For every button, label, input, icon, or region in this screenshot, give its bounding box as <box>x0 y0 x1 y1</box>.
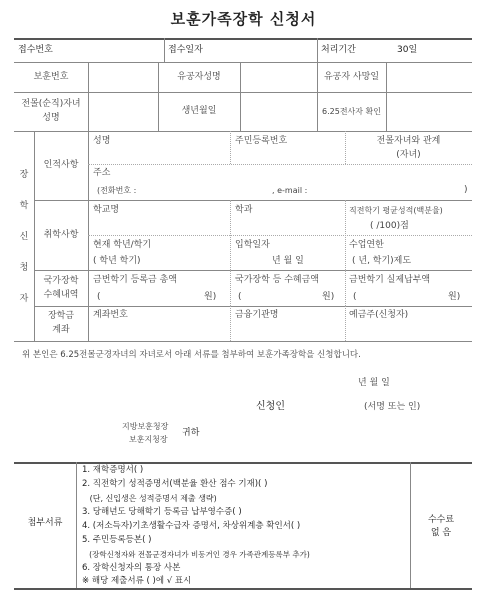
gpa-label: 직전학기 평균성적(백분율) <box>349 206 443 215</box>
rrn-label: 주민등록번호 <box>235 136 288 146</box>
account-label: 장학금 <box>47 311 75 321</box>
account-label-2: 계좌 <box>52 325 70 335</box>
declaration-text: 위 본인은 6.25전몰군경자녀의 자녀로서 아래 서류를 첨부하여 보훈가족장학을 신청합니다. <box>22 350 361 360</box>
admission-date-label: 입학일자 <box>235 240 270 250</box>
attachment-item: 5. 주민등록등본( ) <box>82 535 152 545</box>
name-label: 성명 <box>93 136 111 146</box>
bank-label: 금융기관명 <box>235 310 279 320</box>
attachment-item: 3. 당해년도 당해학기 등록금 납부영수증( ) <box>82 507 242 517</box>
study-years-label: 수업연한 <box>349 240 384 250</box>
signature-hint: (서명 또는 인) <box>364 402 421 412</box>
war-dead-confirm-label: 6.25전사자 확인 <box>322 107 381 116</box>
actual-paid-won: 원) <box>448 292 461 302</box>
national-scholarship-label-2: 수혜내역 <box>43 290 79 300</box>
address-label: 주소 <box>93 168 111 178</box>
school-label: 학교명 <box>93 205 120 215</box>
benefit-label: 국가장학 등 수혜금액 <box>235 275 319 285</box>
current-grade-label: 현재 학년/학기 <box>93 240 152 250</box>
receipt-date-label: 접수일자 <box>168 45 203 55</box>
study-years-value: ( 년, 학기)제도 <box>352 256 412 266</box>
recipient-regional: 지방보훈청장 <box>122 422 169 431</box>
account-holder-label: 예금주(신청자) <box>349 310 409 320</box>
address-close-paren: ) <box>464 185 468 195</box>
personal-info-label: 인적사항 <box>43 160 79 170</box>
form-title: 보훈가족장학 신청서 <box>170 10 317 28</box>
gpa-value: ( /100)점 <box>370 221 409 231</box>
tuition-won: 원) <box>204 292 217 302</box>
side-label-char: 자 <box>19 294 29 304</box>
benefit-open-paren: ( <box>238 292 242 302</box>
deceased-child-label-2: 성명 <box>42 113 60 123</box>
applicant-label: 신청인 <box>256 401 285 412</box>
tuition-total-label: 금번학기 등록금 총액 <box>93 275 177 285</box>
attachment-item: (단, 신입생은 성적증명서 제출 생략) <box>82 494 217 503</box>
attachment-item: (장학신청자와 전몰군경자녀가 비동거인 경우 가족관계등록부 추가) <box>82 550 310 559</box>
attachment-item: 6. 장학신청자의 통장 사본 <box>82 563 181 573</box>
national-scholarship-label: 국가장학 <box>43 276 79 286</box>
receipt-no-label: 접수번호 <box>18 45 53 55</box>
attachment-item: 1. 재학증명서( ) <box>82 465 144 475</box>
enrollment-label: 취학사항 <box>43 230 79 240</box>
attachment-item: 2. 직전학기 성적증명서(백분율 환산 점수 기재)( ) <box>82 479 268 489</box>
fee-value: 없 음 <box>430 528 452 538</box>
attachment-item: ※ 해당 제출서류 ( )에 √ 표시 <box>82 576 192 586</box>
side-label-char: 장 <box>19 170 29 180</box>
account-no-label: 계좌번호 <box>93 310 128 320</box>
email-label: , e-mail : <box>272 186 308 195</box>
admission-date-value: 년 월 일 <box>272 256 304 266</box>
deceased-child-label: 전몰(순직)자녀 <box>21 99 81 109</box>
processing-days: 30일 <box>397 45 418 55</box>
actual-paid-label: 금번학기 실제납부액 <box>349 275 431 285</box>
recipient-branch: 보훈지청장 <box>129 435 168 444</box>
phone-label: (전화번호 : <box>97 186 137 195</box>
attachments-label: 첨부서류 <box>27 518 63 528</box>
recipient-honorific: 귀하 <box>182 428 200 438</box>
processing-period-label: 처리기간 <box>321 45 356 55</box>
veteran-no-label: 보훈번호 <box>33 72 69 82</box>
tuition-open-paren: ( <box>97 292 101 302</box>
veteran-death-date-label: 유공자 사망일 <box>323 72 380 82</box>
fee-label: 수수료 <box>427 515 455 525</box>
department-label: 학과 <box>235 205 253 215</box>
current-grade-value: ( 학년 학기) <box>93 256 141 266</box>
actual-paid-open-paren: ( <box>353 292 357 302</box>
birth-date-label: 생년월일 <box>181 106 217 116</box>
attachment-item: 4. (저소득자)기초생활수급자 증명서, 차상위계층 확인서( ) <box>82 521 301 531</box>
relation-value: (자녀) <box>396 150 421 160</box>
benefit-won: 원) <box>322 292 335 302</box>
veteran-name-label: 유공자성명 <box>177 72 221 82</box>
relation-label: 전몰자녀와 관계 <box>376 136 441 146</box>
side-label-char: 학 <box>19 201 29 211</box>
side-label-char: 신 <box>19 232 29 242</box>
date-line: 년 월 일 <box>358 378 390 388</box>
side-label-char: 청 <box>19 263 29 273</box>
